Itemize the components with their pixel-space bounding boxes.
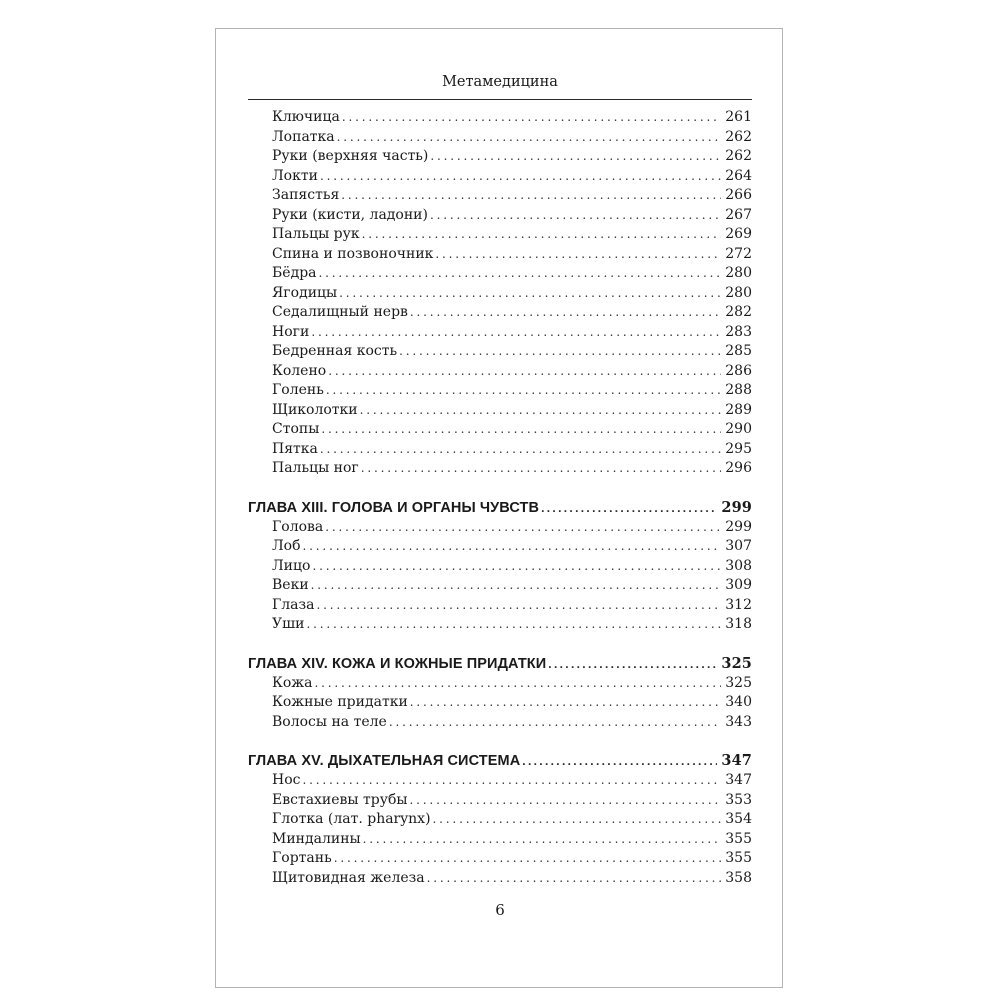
dot-leader <box>339 284 721 304</box>
dot-leader <box>430 147 721 167</box>
toc-entry-title: Лопатка <box>272 128 335 145</box>
dot-leader <box>362 225 722 245</box>
dot-leader <box>548 654 717 675</box>
toc-entry-page: 358 <box>725 869 752 886</box>
dot-leader <box>399 342 721 362</box>
toc-entry-title: Евстахиевы трубы <box>272 791 408 808</box>
toc-entry-page: 299 <box>725 518 752 535</box>
dot-leader <box>361 459 722 479</box>
toc-entry-page: 269 <box>725 226 752 242</box>
toc-entry-title: Запястья <box>272 187 340 203</box>
toc-entry <box>248 284 752 304</box>
dot-leader <box>319 264 722 284</box>
toc-entry-title: Стопы <box>272 421 320 437</box>
toc-entry-page: 267 <box>725 206 752 223</box>
toc-entry-page: 264 <box>725 167 752 184</box>
toc-entry-page: 353 <box>725 791 752 808</box>
toc-entry <box>248 849 752 869</box>
dot-leader <box>435 245 721 265</box>
dot-leader <box>342 108 721 128</box>
toc-entry-page: 280 <box>725 284 752 301</box>
toc-entry-page: 282 <box>725 304 752 320</box>
dot-leader <box>315 674 722 694</box>
dot-leader <box>410 303 721 323</box>
dot-leader <box>427 869 722 889</box>
toc-entry <box>248 108 752 128</box>
toc-entry-page: 262 <box>725 148 752 164</box>
toc-entry-title: Гортань <box>272 850 332 866</box>
toc-entry <box>248 167 752 187</box>
toc-entry <box>248 147 752 167</box>
toc-entry-title: Седалищный нерв <box>272 304 408 320</box>
toc-entry-title: Локти <box>272 167 318 184</box>
toc-entry-title: Спина и позвоночник <box>272 245 434 262</box>
toc-entry-title: Голова <box>272 518 324 535</box>
toc-entry-page: 325 <box>725 674 752 691</box>
dot-leader <box>334 849 722 869</box>
toc-entry <box>248 518 752 538</box>
toc-entry-title: Миндалины <box>272 830 361 847</box>
chapter-heading <box>248 497 752 518</box>
toc-entry-title: Щитовидная железа <box>272 869 425 886</box>
dot-leader <box>363 830 722 850</box>
dot-leader <box>522 751 717 772</box>
toc-entry-page: 290 <box>725 421 752 437</box>
toc-entry-page: 312 <box>725 596 752 613</box>
page-number: 6 <box>495 901 505 919</box>
dot-leader <box>303 537 722 557</box>
toc-entry-page: 285 <box>725 343 752 359</box>
dot-leader <box>312 557 721 577</box>
table-of-contents <box>248 108 752 888</box>
toc-entry <box>248 128 752 148</box>
dot-leader <box>410 693 721 713</box>
toc-entry <box>248 869 752 889</box>
toc-entry <box>248 693 752 713</box>
toc-entry <box>248 206 752 226</box>
toc-section <box>248 653 752 733</box>
dot-leader <box>326 381 721 401</box>
toc-entry-title: Глаза <box>272 596 315 613</box>
toc-entry-page: 355 <box>725 850 752 866</box>
toc-entry-title: Волосы на теле <box>272 713 387 730</box>
toc-entry-page: 355 <box>725 830 752 847</box>
toc-section <box>248 497 752 635</box>
dot-leader <box>325 518 721 538</box>
chapter-heading-page: 299 <box>721 498 752 516</box>
toc-entry <box>248 830 752 850</box>
dot-leader <box>328 362 721 382</box>
dot-leader <box>341 186 721 206</box>
toc-entry-title: Кожа <box>272 674 313 691</box>
dot-leader <box>320 167 721 187</box>
toc-entry-title: Бедренная кость <box>272 343 398 359</box>
toc-entry <box>248 810 752 830</box>
dot-leader <box>320 440 721 460</box>
toc-entry <box>248 186 752 206</box>
dot-leader <box>410 791 722 811</box>
running-head: Метамедицина <box>442 74 558 90</box>
dot-leader <box>321 420 721 440</box>
toc-entry <box>248 557 752 577</box>
toc-entry-title: Голень <box>272 382 324 398</box>
toc-entry <box>248 596 752 616</box>
toc-entry <box>248 440 752 460</box>
header-rule <box>248 99 752 100</box>
toc-entry <box>248 303 752 323</box>
dot-leader <box>311 576 722 596</box>
toc-entry-page: 309 <box>725 577 752 593</box>
chapter-heading-title: ГЛАВА XIII. ГОЛОВА И ОРГАНЫ ЧУВСТВ <box>248 499 540 516</box>
toc-entry-title: Пятка <box>272 440 318 457</box>
toc-entry-page: 318 <box>725 616 752 632</box>
toc-entry-page: 286 <box>725 362 752 379</box>
toc-entry <box>248 264 752 284</box>
chapter-heading-page: 325 <box>721 654 752 672</box>
toc-entry-title: Пальцы ног <box>272 460 359 476</box>
toc-entry-page: 266 <box>725 187 752 203</box>
chapter-heading-title: ГЛАВА XIV. КОЖА И КОЖНЫЕ ПРИДАТКИ <box>248 655 547 672</box>
toc-entry-title: Ноги <box>272 323 310 340</box>
toc-entry-page: 289 <box>725 401 752 418</box>
toc-entry-title: Пальцы рук <box>272 226 360 242</box>
toc-entry-title: Лицо <box>272 557 311 574</box>
toc-entry-page: 340 <box>725 694 752 710</box>
dot-leader <box>337 128 722 148</box>
toc-entry-title: Нос <box>272 772 301 788</box>
toc-entry <box>248 362 752 382</box>
toc-entry-title: Колено <box>272 362 327 379</box>
toc-entry <box>248 576 752 596</box>
toc-entry-title: Ягодицы <box>272 284 338 301</box>
toc-entry-page: 288 <box>725 382 752 398</box>
toc-entry-title: Руки (верхняя часть) <box>272 148 429 164</box>
toc-entry <box>248 537 752 557</box>
chapter-heading <box>248 750 752 771</box>
chapter-heading-title: ГЛАВА XV. ДЫХАТЕЛЬНАЯ СИСТЕМА <box>248 753 521 769</box>
toc-entry-title: Веки <box>272 577 309 593</box>
toc-entry <box>248 713 752 733</box>
dot-leader <box>389 713 721 733</box>
toc-entry <box>248 245 752 265</box>
dot-leader <box>433 810 722 830</box>
toc-entry <box>248 791 752 811</box>
toc-entry-page: 343 <box>725 713 752 730</box>
toc-entry-title: Глотка (лат. pharynx) <box>272 811 431 827</box>
dot-leader <box>306 615 721 635</box>
toc-entry-page: 296 <box>725 460 752 476</box>
chapter-heading-page: 347 <box>721 752 752 769</box>
toc-entry-title: Руки (кисти, ладони) <box>272 206 428 223</box>
toc-entry-title: Кожные придатки <box>272 694 408 710</box>
dot-leader <box>430 206 721 226</box>
toc-entry-page: 262 <box>725 128 752 145</box>
toc-entry-title: Ключица <box>272 109 340 125</box>
toc-entry <box>248 225 752 245</box>
toc-entry <box>248 420 752 440</box>
toc-entry-page: 295 <box>725 440 752 457</box>
toc-entry <box>248 401 752 421</box>
toc-entry-page: 283 <box>725 323 752 340</box>
toc-entry-page: 280 <box>725 265 752 281</box>
toc-entry-page: 308 <box>725 557 752 574</box>
dot-leader <box>311 323 721 343</box>
dot-leader <box>317 596 722 616</box>
toc-entry-page: 261 <box>725 109 752 125</box>
toc-entry-page: 347 <box>725 772 752 788</box>
toc-entry <box>248 674 752 694</box>
dot-leader <box>541 498 717 519</box>
toc-entry <box>248 381 752 401</box>
dot-leader <box>360 401 722 421</box>
toc-entry-page: 354 <box>725 811 752 827</box>
toc-entry-page: 272 <box>725 245 752 262</box>
toc-entry <box>248 323 752 343</box>
toc-section <box>248 750 752 888</box>
toc-entry-title: Бёдра <box>272 265 317 281</box>
toc-entry-title: Уши <box>272 616 305 632</box>
toc-entry <box>248 459 752 479</box>
toc-entry-title: Щиколотки <box>272 401 358 418</box>
toc-entry-page: 307 <box>725 538 752 554</box>
dot-leader <box>302 771 721 791</box>
toc-entry <box>248 615 752 635</box>
toc-entry-title: Лоб <box>272 538 301 554</box>
toc-entry <box>248 342 752 362</box>
toc-section <box>248 108 752 479</box>
toc-entry <box>248 771 752 791</box>
chapter-heading <box>248 653 752 674</box>
